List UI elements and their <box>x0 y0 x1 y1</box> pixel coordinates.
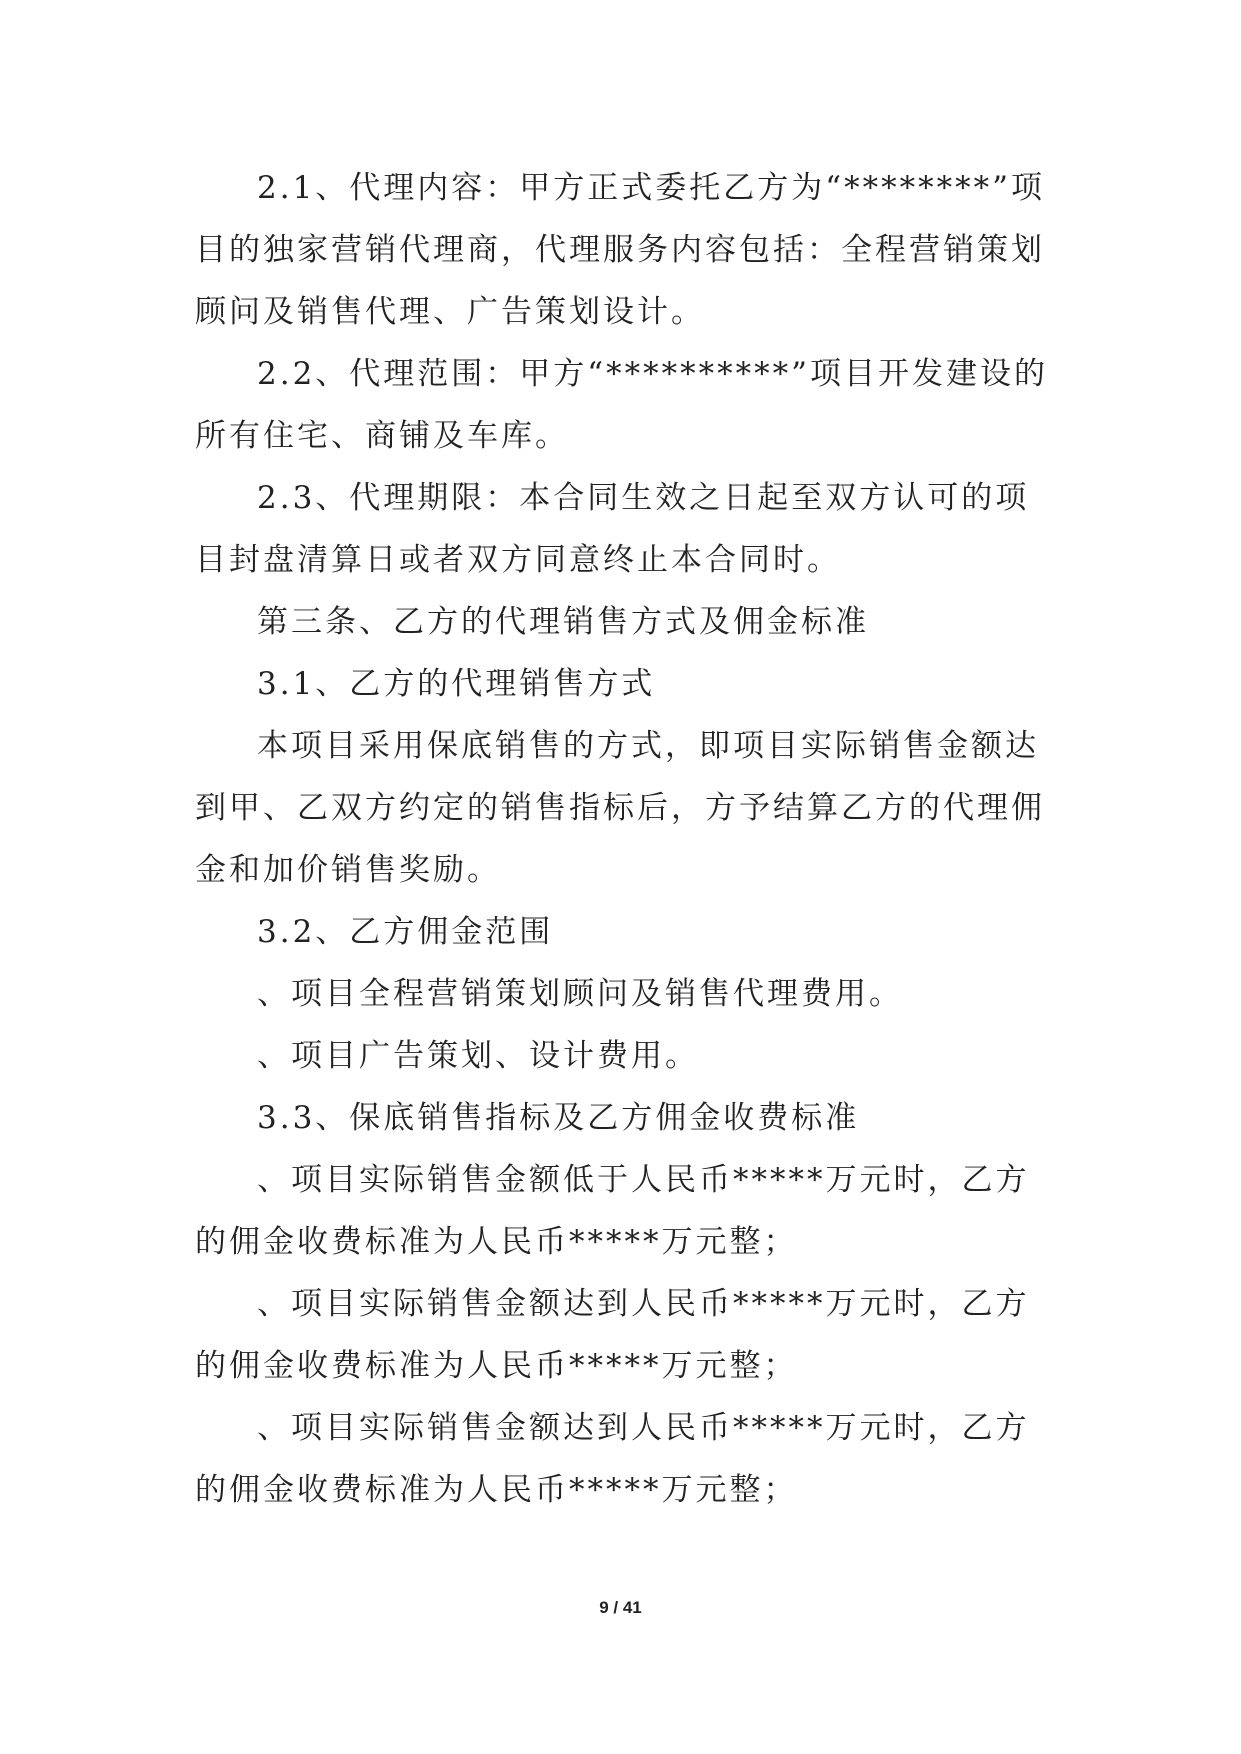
page-number: 9 / 41 <box>599 1598 642 1617</box>
paragraph-3-2-heading: 3.2、乙方佣金范围 <box>257 914 554 950</box>
paragraph-2-2: 2.2、代理范围：甲方“**********”项目开发建设的所有住宅、商铺及车库。 <box>195 356 1048 454</box>
document-body <box>195 157 1055 1521</box>
paragraph-3-1-body: 本项目采用保底销售的方式，即项目实际销售金额达到甲、乙双方约定的销售指标后，方予结算乙方的代理佣金和加价销售奖励。 <box>195 728 1045 888</box>
paragraph-3-2-item-2: 、项目广告策划、设计费用。 <box>257 1038 699 1074</box>
paragraph-3-2-item-1: 、项目全程营销策划顾问及销售代理费用。 <box>257 976 903 1012</box>
paragraph-2-1: 2.1、代理内容：甲方正式委托乙方为“********”项目的独家营销代理商，代理服务内容包括：全程营销策划顾问及销售代理、广告策划设计。 <box>195 170 1045 330</box>
paragraph-2-3: 2.3、代理期限：本合同生效之日起至双方认可的项目封盘清算日或者双方同意终止本合同时。 <box>195 480 1030 578</box>
paragraph-3-3-item-1: 、项目实际销售金额低于人民币*****万元时，乙方的佣金收费标准为人民币*****万元整； <box>195 1162 1030 1260</box>
paragraph-3-3-item-2: 、项目实际销售金额达到人民币*****万元时，乙方的佣金收费标准为人民币*****万元整； <box>195 1286 1030 1384</box>
paragraph-3-3-item-3: 、项目实际销售金额达到人民币*****万元时，乙方的佣金收费标准为人民币*****万元整； <box>195 1410 1030 1508</box>
paragraph-3-1-heading: 3.1、乙方的代理销售方式 <box>257 666 656 702</box>
paragraph-3-3-heading: 3.3、保底销售指标及乙方佣金收费标准 <box>257 1100 860 1136</box>
article-3-heading: 第三条、乙方的代理销售方式及佣金标准 <box>257 604 869 640</box>
